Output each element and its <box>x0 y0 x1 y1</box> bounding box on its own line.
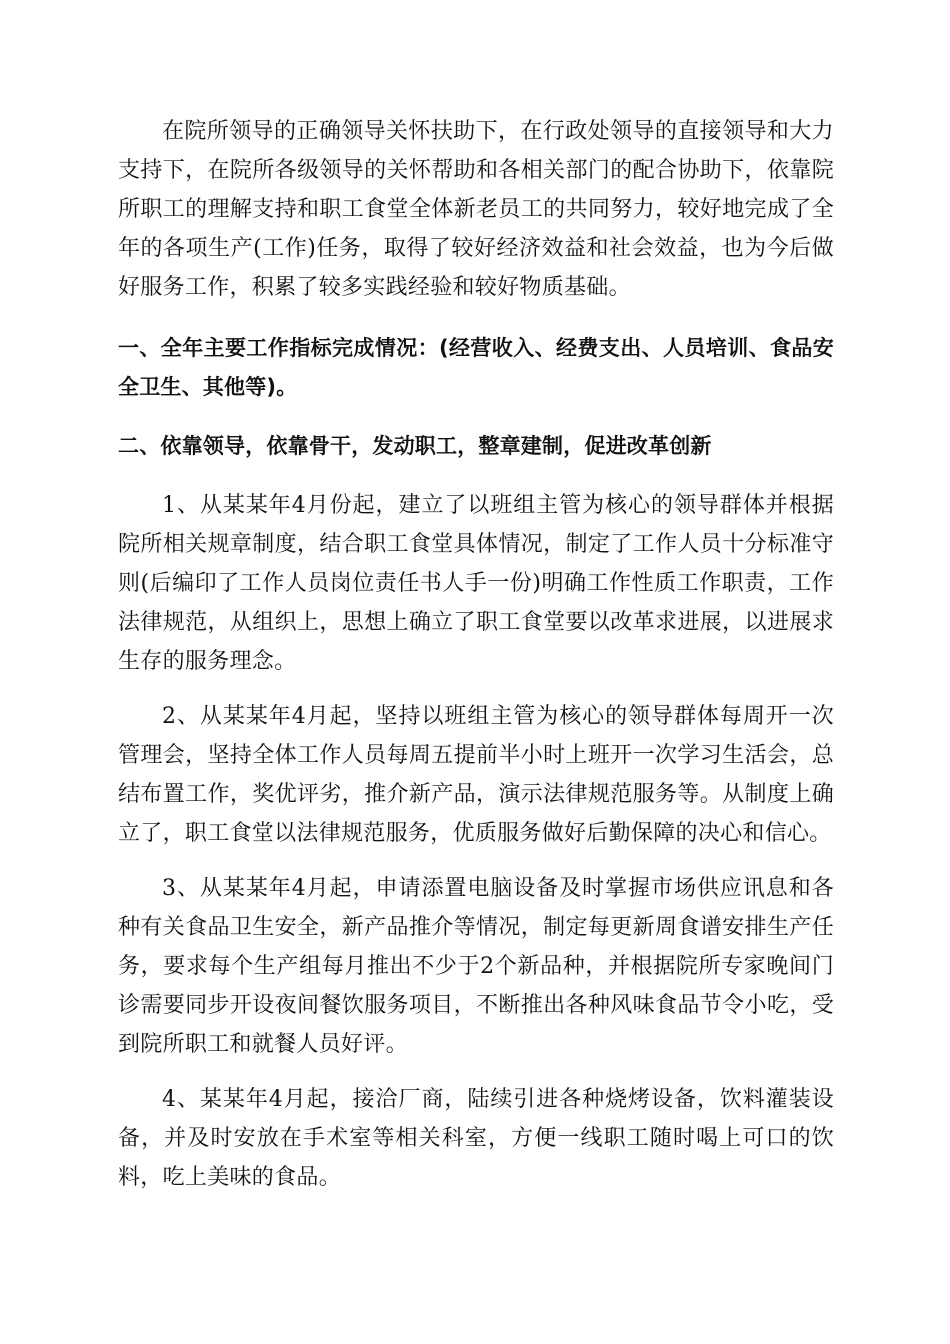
body-paragraph-4: 4、某某年4月起，接洽厂商，陆续引进各种烧烤设备，饮料灌装设备，并及时安放在手术室等相关科室，方便一线职工随时喝上可口的饮料，吃上美味的食品。 <box>118 1087 834 1190</box>
document-page <box>118 112 834 1213</box>
intro-paragraph: 在院所领导的正确领导关怀扶助下，在行政处领导的直接领导和大力支持下，在院所各级领导的关怀帮助和各相关部门的配合协助下，依靠院所职工的理解支持和职工食堂全体新老员工的共同努力，较好地完成了全年的各项生产(工作)任务，取得了较好经济效益和社会效益，也为今后做好服务工作，积累了较多实践经验和较好物质基础。 <box>118 119 834 300</box>
body-paragraph-3: 3、从某某年4月起，申请添置电脑设备及时掌握市场供应讯息和各种有关食品卫生安全，新产品推介等情况，制定每更新周食谱安排生产任务，要求每个生产组每月推出不少于2个新品种，并根据院所专家晚间门诊需要同步开设夜间餐饮服务项目，不断推出各种风味食品节令小吃，受到院所职工和就餐人员好评。 <box>118 876 834 1057</box>
body-paragraph-1: 1、从某某年4月份起，建立了以班组主管为核心的领导群体并根据院所相关规章制度，结合职工食堂具体情况，制定了工作人员十分标准守则(后编印了工作人员岗位责任书人手一份)明确工作性质工作职责，工作法律规范，从组织上，思想上确立了职工食堂要以改革求进展，以进展求生存的服务理念。 <box>118 493 834 674</box>
section-heading-1: 一、全年主要工作指标完成情况：(经营收入、经费支出、人员培训、食品安全卫生、其他等)。 <box>118 336 834 399</box>
section-heading-2: 二、依靠领导，依靠骨干，发动职工，整章建制，促进改革创新 <box>118 434 712 458</box>
body-paragraph-2: 2、从某某年4月起，坚持以班组主管为核心的领导群体每周开一次管理会，坚持全体工作人员每周五提前半小时上班开一次学习生活会，总结布置工作，奖优评劣，推介新产品，演示法律规范服务等。从制度上确立了，职工食堂以法律规范服务，优质服务做好后勤保障的决心和信心。 <box>118 704 834 846</box>
